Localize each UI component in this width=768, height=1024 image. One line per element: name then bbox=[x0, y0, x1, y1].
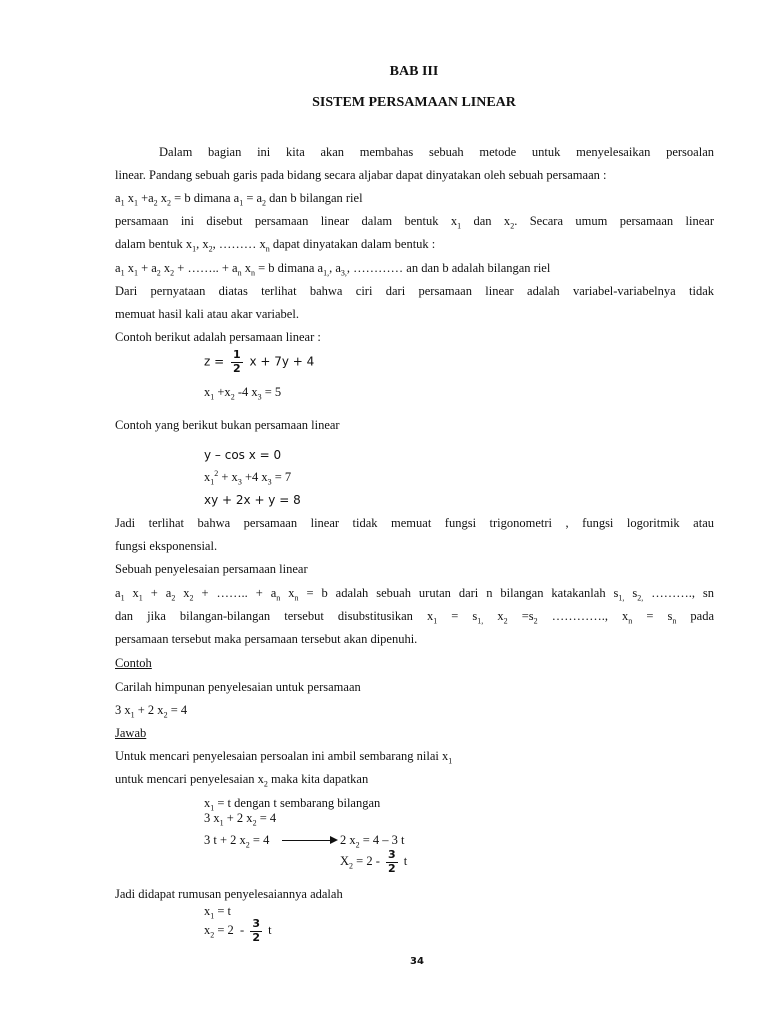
result-equation: $x_1 = t$ bbox=[204, 904, 232, 921]
intro-paragraph-line: Dalam bagian ini kita akan membahas sebuah metode untuk menyelesaikan persoalan bbox=[159, 145, 714, 159]
paragraph-line: Contoh yang berikut bukan persamaan linear bbox=[115, 418, 340, 432]
paragraph-line: untuk mencari penyelesaian $x_2$ maka kita dapatkan bbox=[115, 772, 369, 789]
equation-line: 3 $x_1 + 2$ $x_2 = 4$ bbox=[115, 703, 188, 720]
section-heading: Contoh bbox=[115, 656, 152, 670]
result-equation: $x_2 = 2$ - $\frac{3}{2}$ t bbox=[204, 917, 272, 944]
fraction: $\frac{1}{2}$ bbox=[232, 348, 241, 375]
solution-step: 3 t + 2 $x_2 = 4$ bbox=[204, 833, 270, 850]
arrow-icon bbox=[282, 840, 336, 841]
example-equation: $x_1 +x_2$ -4 $x_3 = 5$ bbox=[204, 385, 282, 402]
nonexample-equation: y – cos x = 0 bbox=[204, 448, 282, 462]
paragraph-line: dalam bentuk $x_1$, $x_2$, ……… $x_n$ dapat dinyatakan dalam bentuk : bbox=[115, 237, 436, 254]
paragraph-line: Jadi terlihat bahwa persamaan linear tidak memuat fungsi trigonometri , fungsi logoritmik atau bbox=[115, 516, 714, 530]
equation-line: $a_1$ $x_1 + a_2$ $x_2$ + …….. + $a_n$ $x_n = b$ dimana $a_{1,}$, $a_{3,}$, ………… an dan b adalah bilangan riel bbox=[115, 261, 551, 278]
paragraph-line: memuat hasil kali atau akar variabel. bbox=[115, 307, 299, 321]
paragraph-line: Jadi didapat rumusan penyelesaiannya adalah bbox=[115, 887, 343, 901]
example-equation: z = $\frac{1}{2}$ x + 7y + 4 bbox=[204, 348, 315, 375]
paragraph-line: fungsi eksponensial. bbox=[115, 539, 218, 553]
paragraph-line: dan jika bilangan-bilangan tersebut disubstitusikan $x_1 = s_{1,}$ $x_2 =s_2$ …………., $x_n = s_n$ pada bbox=[115, 609, 715, 626]
paragraph-line: $a_1$ $x_1 + a_2$ $x_2$ + …….. + $a_n$ $x_n = b$ adalah sebuah urutan dari n bilangan katakanlah $s_{1,}$ $s_{2,}$ ………., sn bbox=[115, 586, 715, 603]
paragraph-line: Dari pernyataan diatas terlihat bahwa ciri dari persamaan linear adalah variabel-variabelnya tidak bbox=[115, 284, 714, 298]
chapter-title: SISTEM PERSAMAAN LINEAR bbox=[312, 95, 516, 110]
nonexample-equation: xy + 2x + y = 8 bbox=[204, 493, 301, 507]
nonexample-equation: $x_1^2 + x_3 +4$ $x_3 = 7$ bbox=[204, 468, 292, 487]
solution-step: $x_1 = t$ dengan t sembarang bilangan bbox=[204, 796, 381, 813]
intro-paragraph-line: linear. Pandang sebuah garis pada bidang secara aljabar dapat dinyatakan oleh sebuah persamaan : bbox=[115, 168, 607, 182]
solution-step: $X_2 = 2$ - $\frac{3}{2}$ t bbox=[340, 848, 408, 875]
paragraph-line: persamaan ini disebut persamaan linear dalam bentuk $x_1$ dan $x_2$. Secara umum persamaan linear bbox=[115, 214, 714, 231]
paragraph-line: Sebuah penyelesaian persamaan linear bbox=[115, 562, 308, 576]
paragraph-line: Untuk mencari penyelesaian persoalan ini ambil sembarang nilai $x_1$ bbox=[115, 749, 453, 766]
solution-step: 2 $x_2 = 4 - 3$ t bbox=[340, 833, 405, 850]
solution-step: 3 $x_1 + 2$ $x_2 = 4$ bbox=[204, 811, 277, 828]
fraction: $\frac{3}{2}$ bbox=[388, 848, 396, 875]
chapter-label: BAB III bbox=[389, 64, 439, 79]
section-heading: Jawab bbox=[115, 726, 147, 740]
paragraph-line: Carilah himpunan penyelesaian untuk persamaan bbox=[115, 680, 361, 694]
equation-line: $a_1$ $x_1 +a_2$ $x_2 = b$ dimana $a_1 = a_2$ dan b bilangan riel bbox=[115, 191, 363, 208]
page-number: 34 bbox=[410, 956, 424, 967]
paragraph-line: Contoh berikut adalah persamaan linear : bbox=[115, 330, 321, 344]
paragraph-line: persamaan tersebut maka persamaan tersebut akan dipenuhi. bbox=[115, 632, 418, 646]
fraction: $\frac{3}{2}$ bbox=[252, 917, 260, 944]
